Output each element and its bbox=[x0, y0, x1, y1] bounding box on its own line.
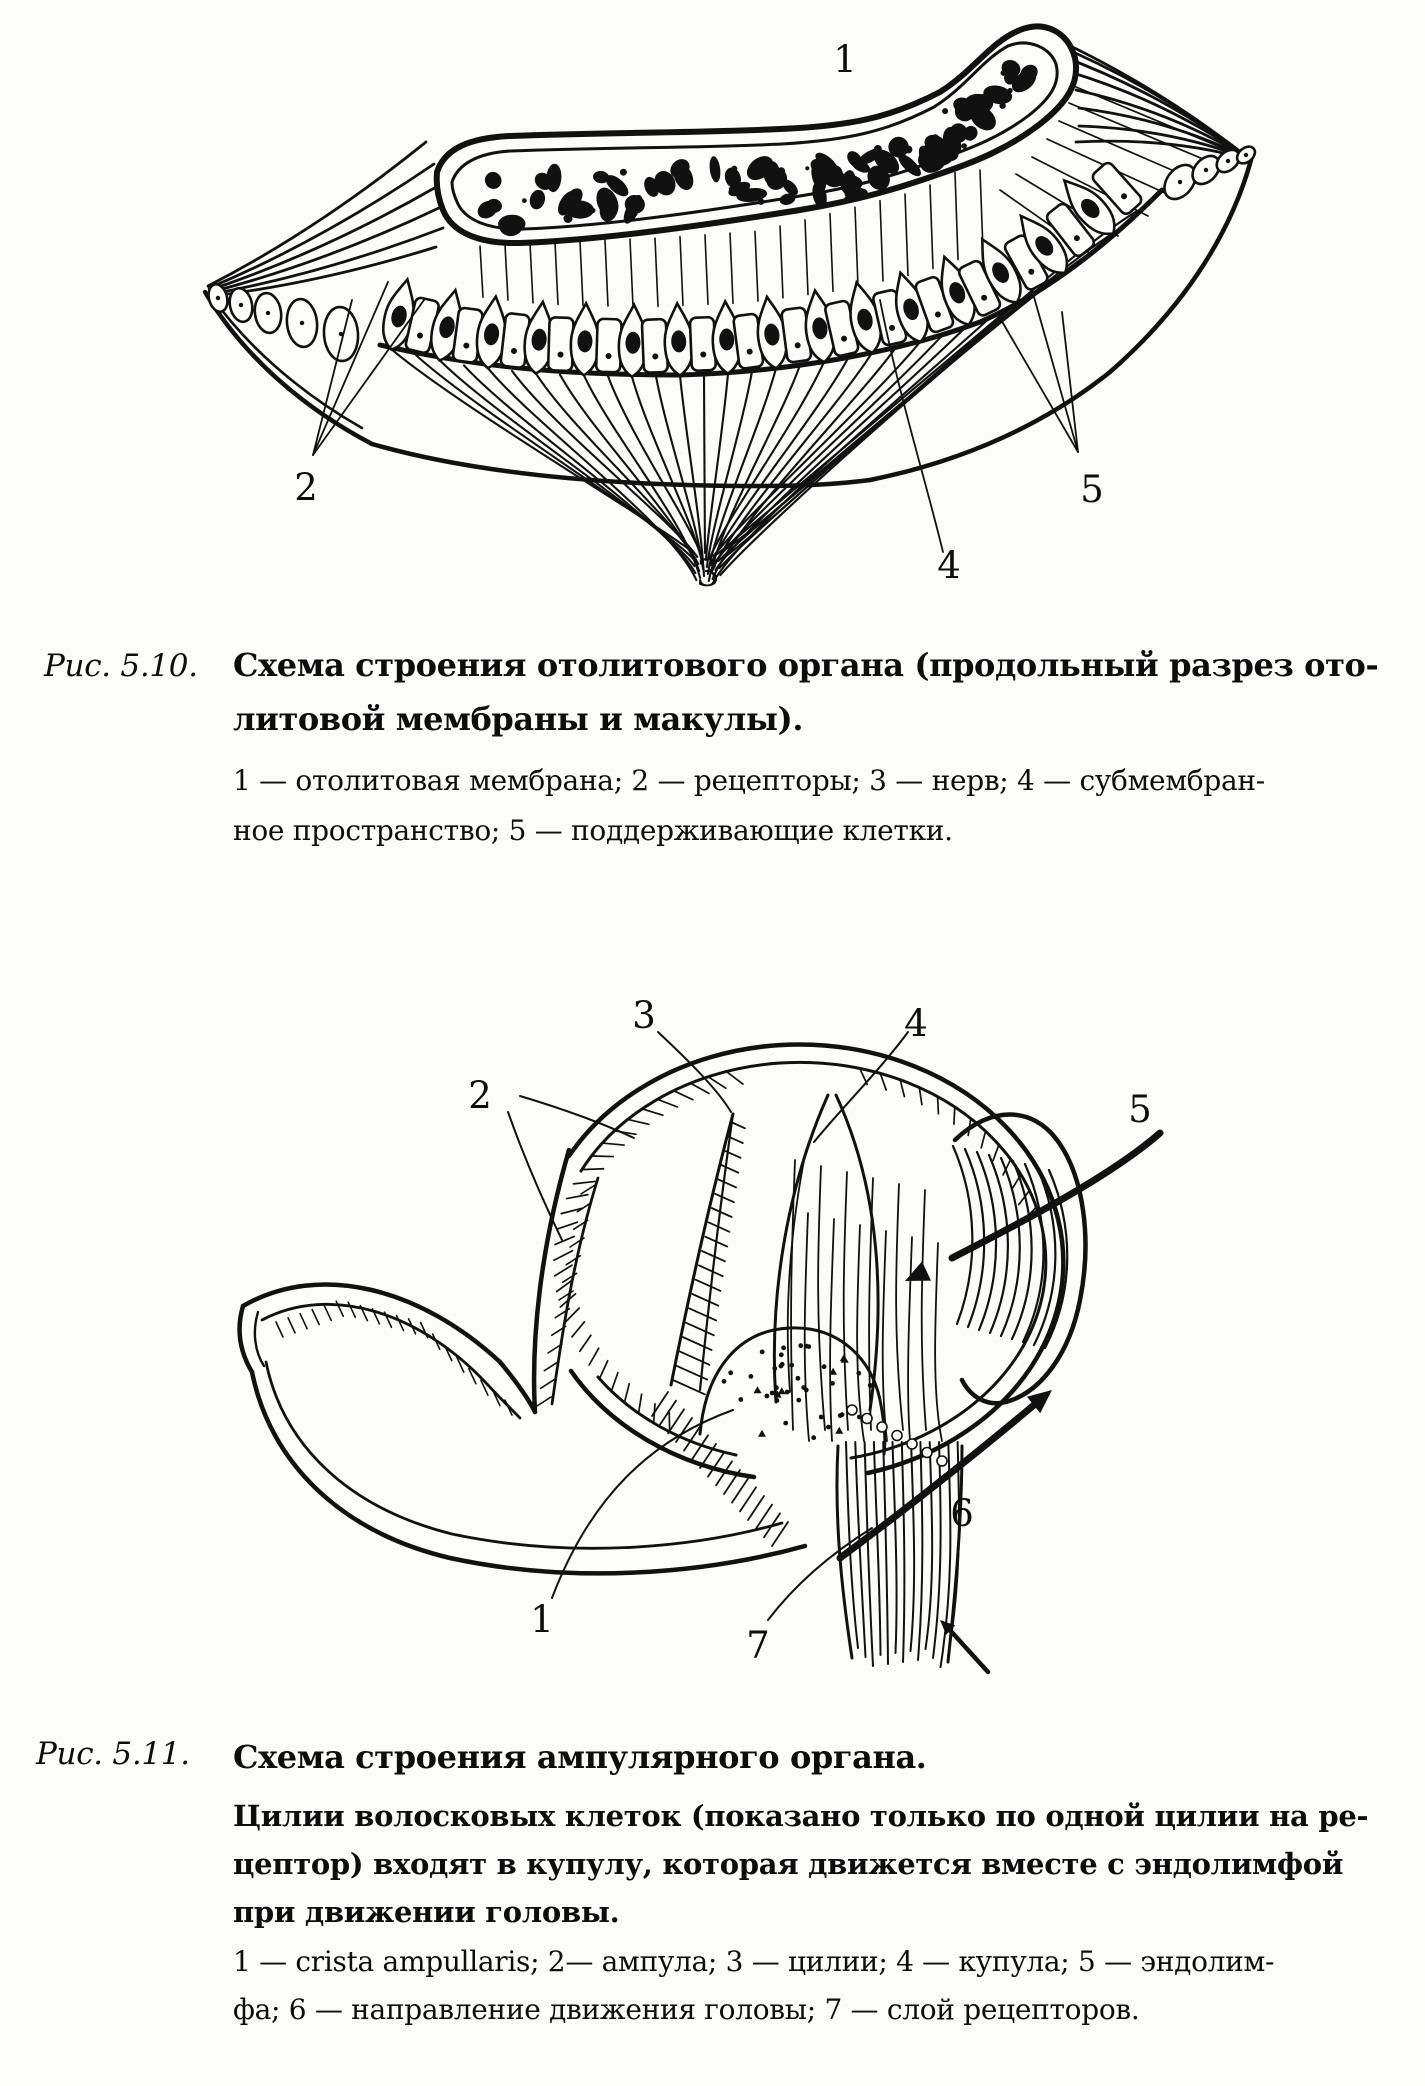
figure-5-10-diagram bbox=[0, 0, 1425, 620]
fig511-description-line2: цептор) входят в купулу, которая движется вместе с эндолимфой bbox=[233, 1847, 1344, 1881]
fig511-label-cilia: 3 bbox=[632, 994, 656, 1037]
fig510-caption-line1: Схема строения отолитового органа (продольный разрез ото- bbox=[233, 646, 1379, 684]
fig510-legend-line1: 1 — отолитовая мембрана; 2 — рецепторы; 3 — нерв; 4 — субмембран- bbox=[233, 764, 1265, 797]
fig511-label-head-movement: 6 bbox=[950, 1492, 974, 1535]
figure-5-11-diagram bbox=[0, 950, 1425, 1730]
ampullar-organ-drawing bbox=[240, 1032, 1160, 1672]
fig510-label-nerve: 3 bbox=[696, 552, 720, 595]
fig511-caption-line1: Схема строения ампулярного органа. bbox=[233, 1738, 927, 1776]
fig511-caption-number: Рис. 5.11. bbox=[36, 1736, 190, 1772]
fig511-legend-line2: фа; 6 — направление движения головы; 7 — слой рецепторов. bbox=[233, 1993, 1140, 2026]
fig510-label-receptors: 2 bbox=[294, 466, 318, 509]
fig511-label-ampulla: 2 bbox=[468, 1074, 492, 1117]
fig511-label-crista-ampullaris: 1 bbox=[530, 1598, 554, 1641]
fig510-label-submembrane-space: 4 bbox=[937, 544, 961, 587]
fig510-caption-number: Рис. 5.10. bbox=[44, 648, 198, 684]
fig511-label-cupula: 4 bbox=[904, 1002, 928, 1045]
fig511-description-line1: Цилии волосковых клеток (показано только по одной цилии на ре- bbox=[233, 1799, 1369, 1833]
fig511-legend-line1: 1 — crista ampullaris; 2— ампула; 3 — цилии; 4 — купула; 5 — эндолим- bbox=[233, 1945, 1275, 1978]
fig510-legend-line2: ное пространство; 5 — поддерживающие клетки. bbox=[233, 814, 953, 847]
fig511-label-receptor-layer: 7 bbox=[746, 1624, 770, 1667]
fig511-label-endolymph: 5 bbox=[1128, 1088, 1152, 1131]
fig510-label-otolithic-membrane: 1 bbox=[833, 38, 857, 81]
fig510-caption-line2: литовой мембраны и макулы). bbox=[233, 700, 804, 738]
fig510-label-supporting-cells: 5 bbox=[1080, 468, 1104, 511]
fig511-description-line3: при движении головы. bbox=[233, 1895, 620, 1929]
